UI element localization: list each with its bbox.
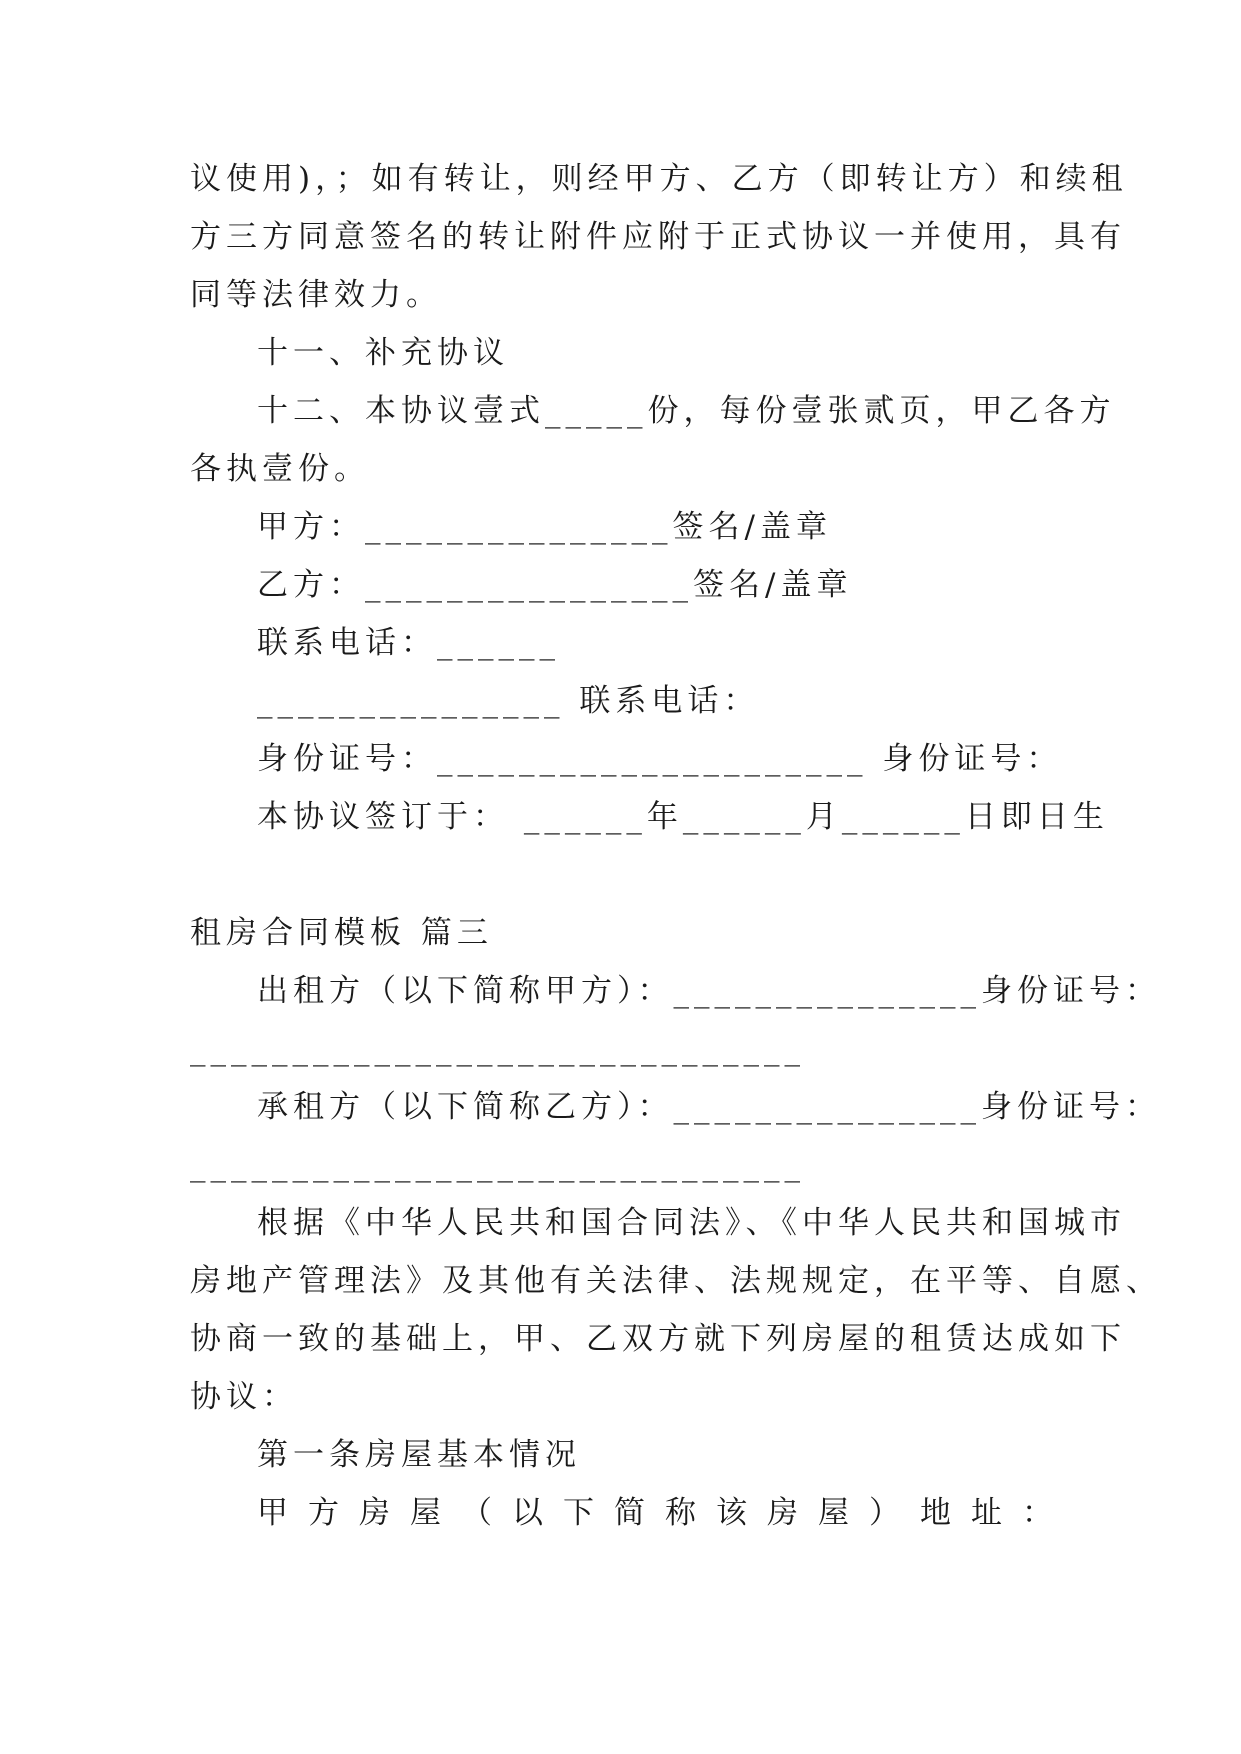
- clause-heading: 十一、补充协议: [257, 335, 509, 371]
- section-title: 租房合同模板 篇三: [190, 915, 493, 951]
- address-line: 甲方房屋（以下简称该房屋）地址：: [257, 1495, 1073, 1531]
- paragraph-line: 协商一致的基础上，甲、乙双方就下列房屋的租赁达成如下: [190, 1321, 1126, 1357]
- signing-date-line: 本协议签订于： ______年______月______日即日生: [257, 799, 1109, 835]
- lessor-line: 出租方（以下简称甲方）：_______________身份证号：: [257, 973, 1161, 1009]
- paragraph-line: 议使用)，；如有转让，则经甲方、乙方（即转让方）和续租: [190, 161, 1128, 197]
- paragraph-line: 根据《中华人民共和国合同法》、《中华人民共和国城市: [257, 1205, 1126, 1241]
- clause-line: 十二、本协议壹式_____份，每份壹张贰页，甲乙各方: [257, 393, 1116, 429]
- blank-underline: ______________________________: [190, 1147, 805, 1183]
- paragraph-line: 协议：: [190, 1379, 298, 1415]
- party-b-signature-line: 乙方：________________签名/盖章: [257, 567, 853, 603]
- blank-underline: ______________________________: [190, 1031, 805, 1067]
- spacer: [190, 846, 1060, 904]
- paragraph-line: 同等法律效力。: [190, 277, 442, 313]
- party-a-signature-line: 甲方：_______________签名/盖章: [257, 509, 832, 545]
- paragraph-line: 方三方同意签名的转让附件应附于正式协议一并使用，具有: [190, 219, 1126, 255]
- lessee-line: 承租方（以下简称乙方）：_______________身份证号：: [257, 1089, 1161, 1125]
- document-page: [190, 150, 1162, 1542]
- paragraph-line: 各执壹份。: [190, 451, 370, 487]
- article-heading: 第一条房屋基本情况: [257, 1437, 581, 1473]
- phone-line: 联系电话：______: [257, 625, 560, 661]
- phone-line: _______________ 联系电话：: [257, 683, 760, 719]
- paragraph-line: 房地产管理法》及其他有关法律、法规规定，在平等、自愿、: [190, 1263, 1162, 1299]
- id-number-line: 身份证号：_____________________ 身份证号：: [257, 741, 1063, 777]
